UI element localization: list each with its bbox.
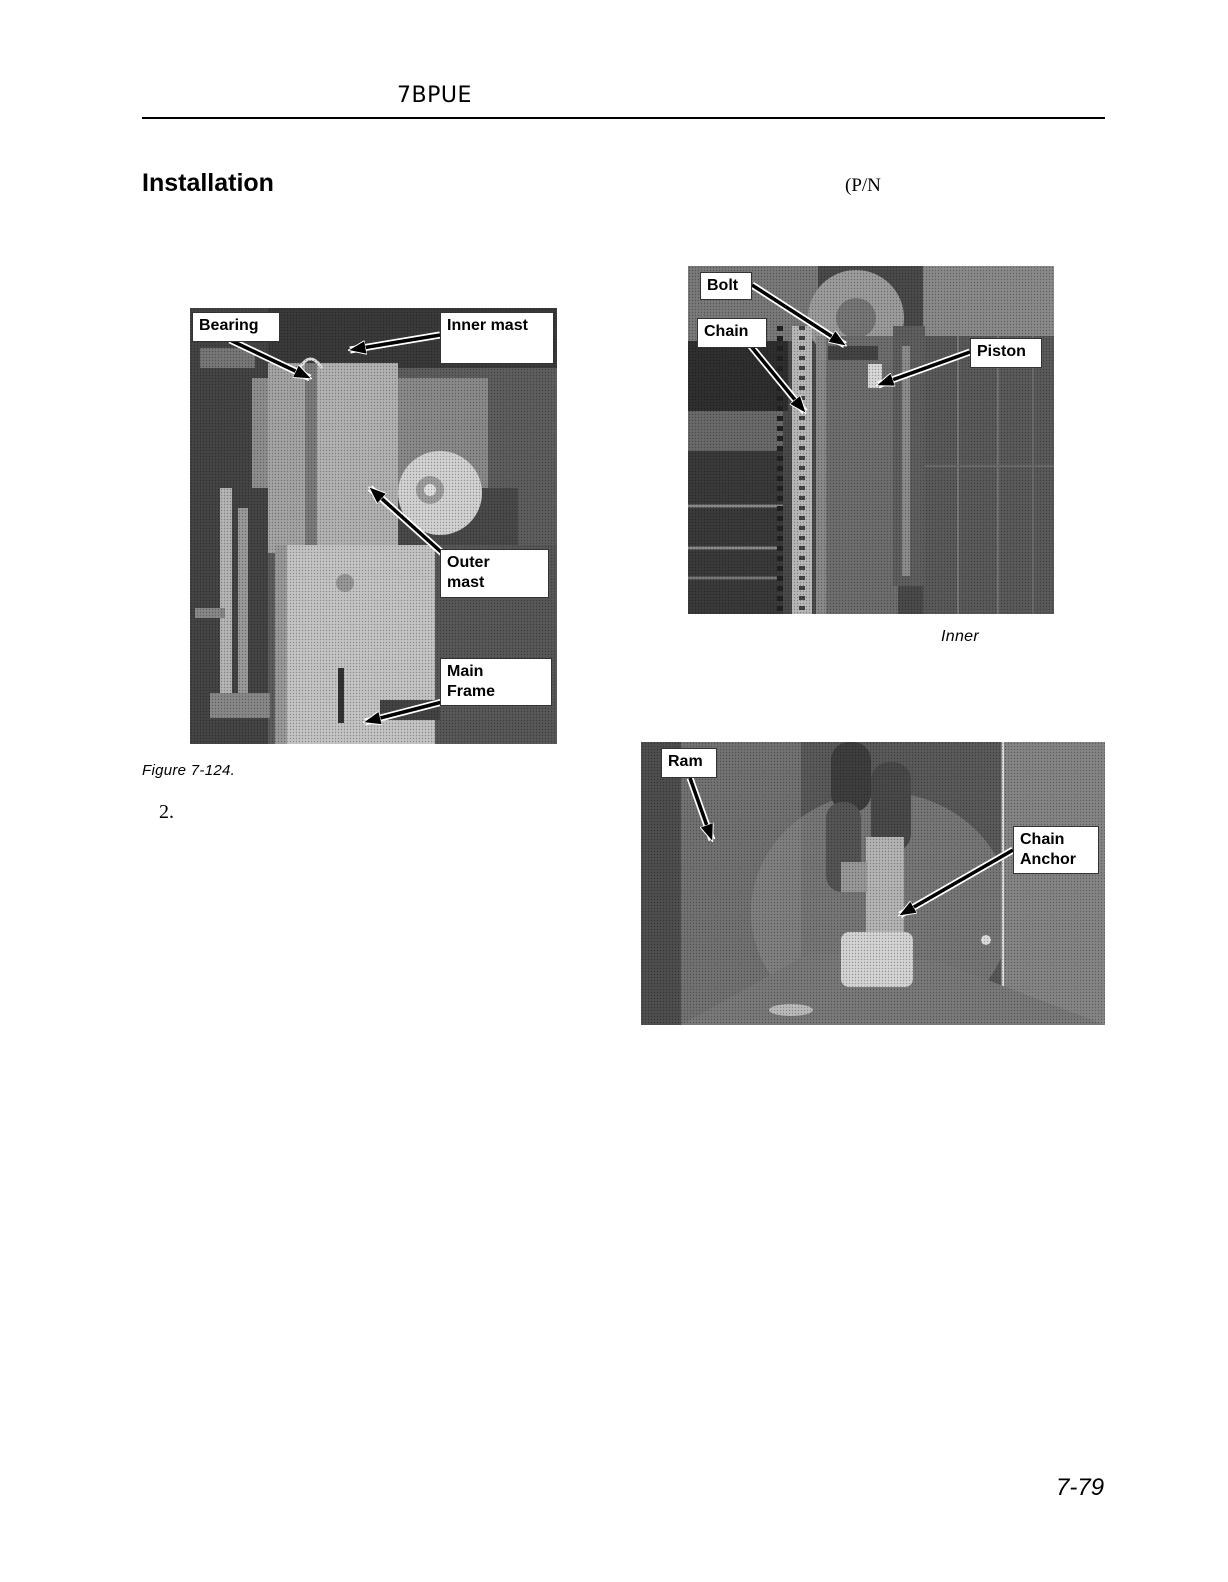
label-inner-mast <box>440 312 554 364</box>
label-inner-mast-text: Inner mast <box>447 317 528 334</box>
label-chain-anchor-line1: Chain <box>1020 831 1065 848</box>
label-outer-mast-line1: Outer <box>447 554 490 571</box>
label-chain <box>697 318 767 348</box>
label-outer-mast-line2: mast <box>447 574 485 591</box>
label-bolt <box>700 272 752 300</box>
figure-mast-bearing-photo <box>190 308 557 744</box>
section-heading: Installation <box>142 169 274 197</box>
label-chain-anchor <box>1013 826 1099 874</box>
label-chain-text: Chain <box>704 323 749 340</box>
label-ram <box>661 748 717 778</box>
label-chain-anchor-line2: Anchor <box>1020 851 1076 868</box>
figure-chain-piston-photo <box>688 266 1054 614</box>
label-piston-text: Piston <box>977 343 1026 360</box>
figure-chain-anchor-photo <box>641 742 1105 1025</box>
model-code: 7BPUE <box>397 83 472 108</box>
label-main-frame-line1: Main <box>447 663 484 680</box>
label-bolt-text: Bolt <box>707 277 739 294</box>
label-main-frame-line2: Frame <box>447 683 496 700</box>
label-bearing-text: Bearing <box>199 317 259 334</box>
label-main-frame <box>440 658 552 706</box>
label-ram-text: Ram <box>668 753 703 770</box>
figure-caption-left: Figure 7-124. <box>142 762 236 779</box>
page-number: 7-79 <box>1056 1474 1105 1501</box>
label-outer-mast <box>440 549 549 598</box>
part-number-fragment: (P/N <box>845 175 881 196</box>
step-number: 2. <box>159 801 174 823</box>
header-rule <box>142 117 1105 119</box>
label-piston <box>970 338 1042 368</box>
label-bearing <box>192 312 280 342</box>
figure-caption-right-top: Inner <box>941 628 979 645</box>
chain-anchor-illustration <box>641 742 1105 1025</box>
